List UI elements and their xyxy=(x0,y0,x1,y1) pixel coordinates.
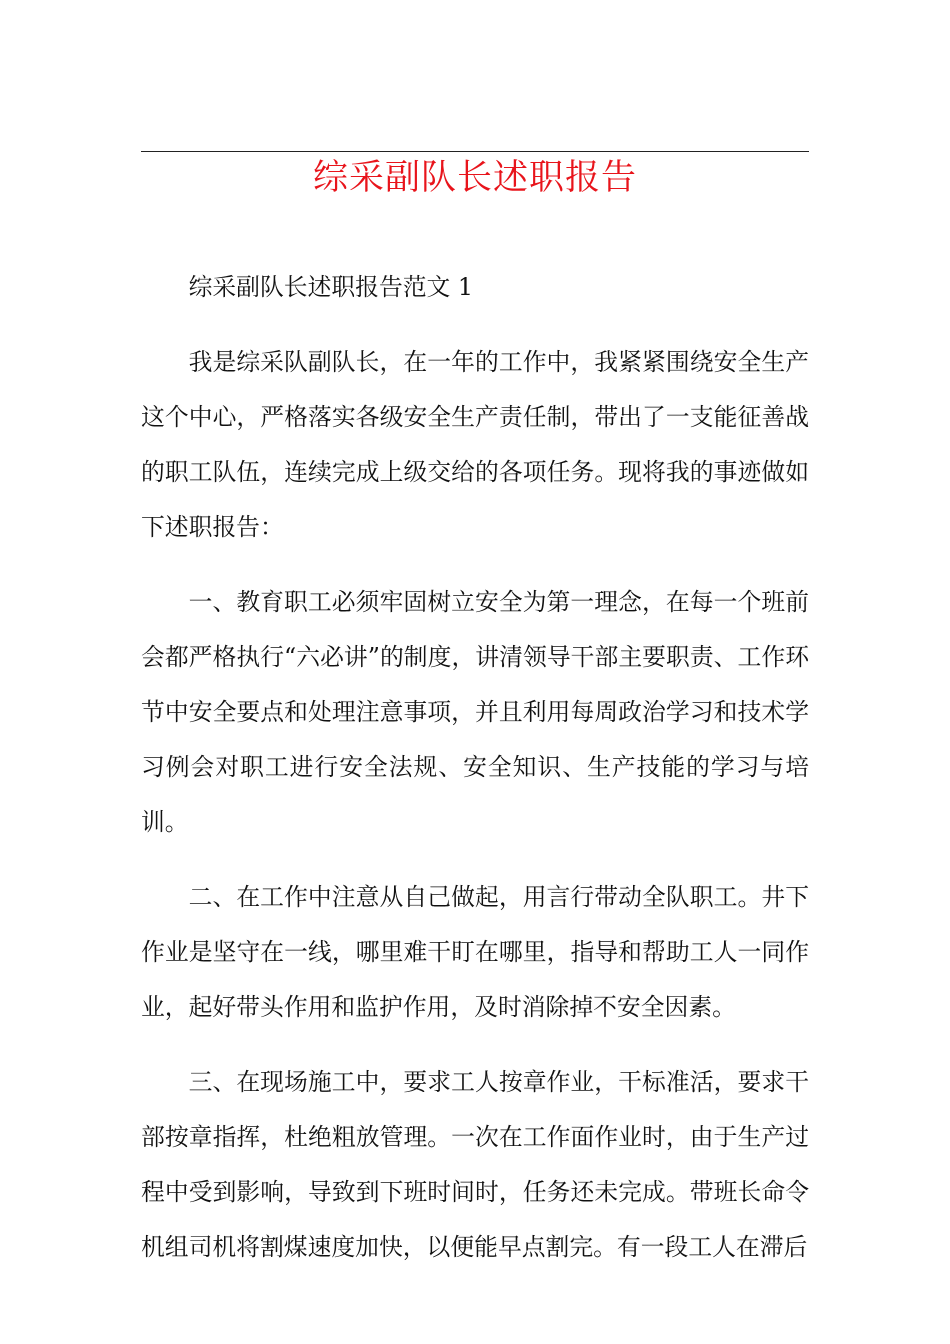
paragraph-intro: 我是综采队副队长，在一年的工作中，我紧紧围绕安全生产这个中心，严格落实各级安全生产责任制，带出了一支能征善战的职工队伍，连续完成上级交给的各项任务。现将我的事迹做如下述职报告： xyxy=(141,348,809,541)
document-subtitle: 综采副队长述职报告范文 1 xyxy=(188,273,474,301)
paragraph-section-2: 二、在工作中注意从自己做起，用言行带动全队职工。井下作业是坚守在一线，哪里难干盯在哪里，指导和帮助工人一同作业，起好带头作用和监护作用，及时消除掉不安全因素。 xyxy=(141,883,809,1021)
paragraph-section-1: 一、教育职工必须牢固树立安全为第一理念，在每一个班前会都严格执行“六必讲”的制度，讲清领导干部主要职责、工作环节中安全要点和处理注意事项，并且利用每周政治学习和技术学习例会对职工进行安全法规、安全知识、生产技能的学习与培训。 xyxy=(141,588,809,836)
document-title: 综采副队长述职报告 xyxy=(312,158,637,198)
document-body xyxy=(141,260,809,1295)
paragraph-section-3: 三、在现场施工中，要求工人按章作业，干标准活，要求干部按章指挥，杜绝粗放管理。一次在工作面作业时，由于生产过程中受到影响，导致到下班时间时，任务还未完成。带班长命令机组司机将割煤速度加快，以便能早点割完。有一段工人在滞后 xyxy=(141,1068,809,1261)
